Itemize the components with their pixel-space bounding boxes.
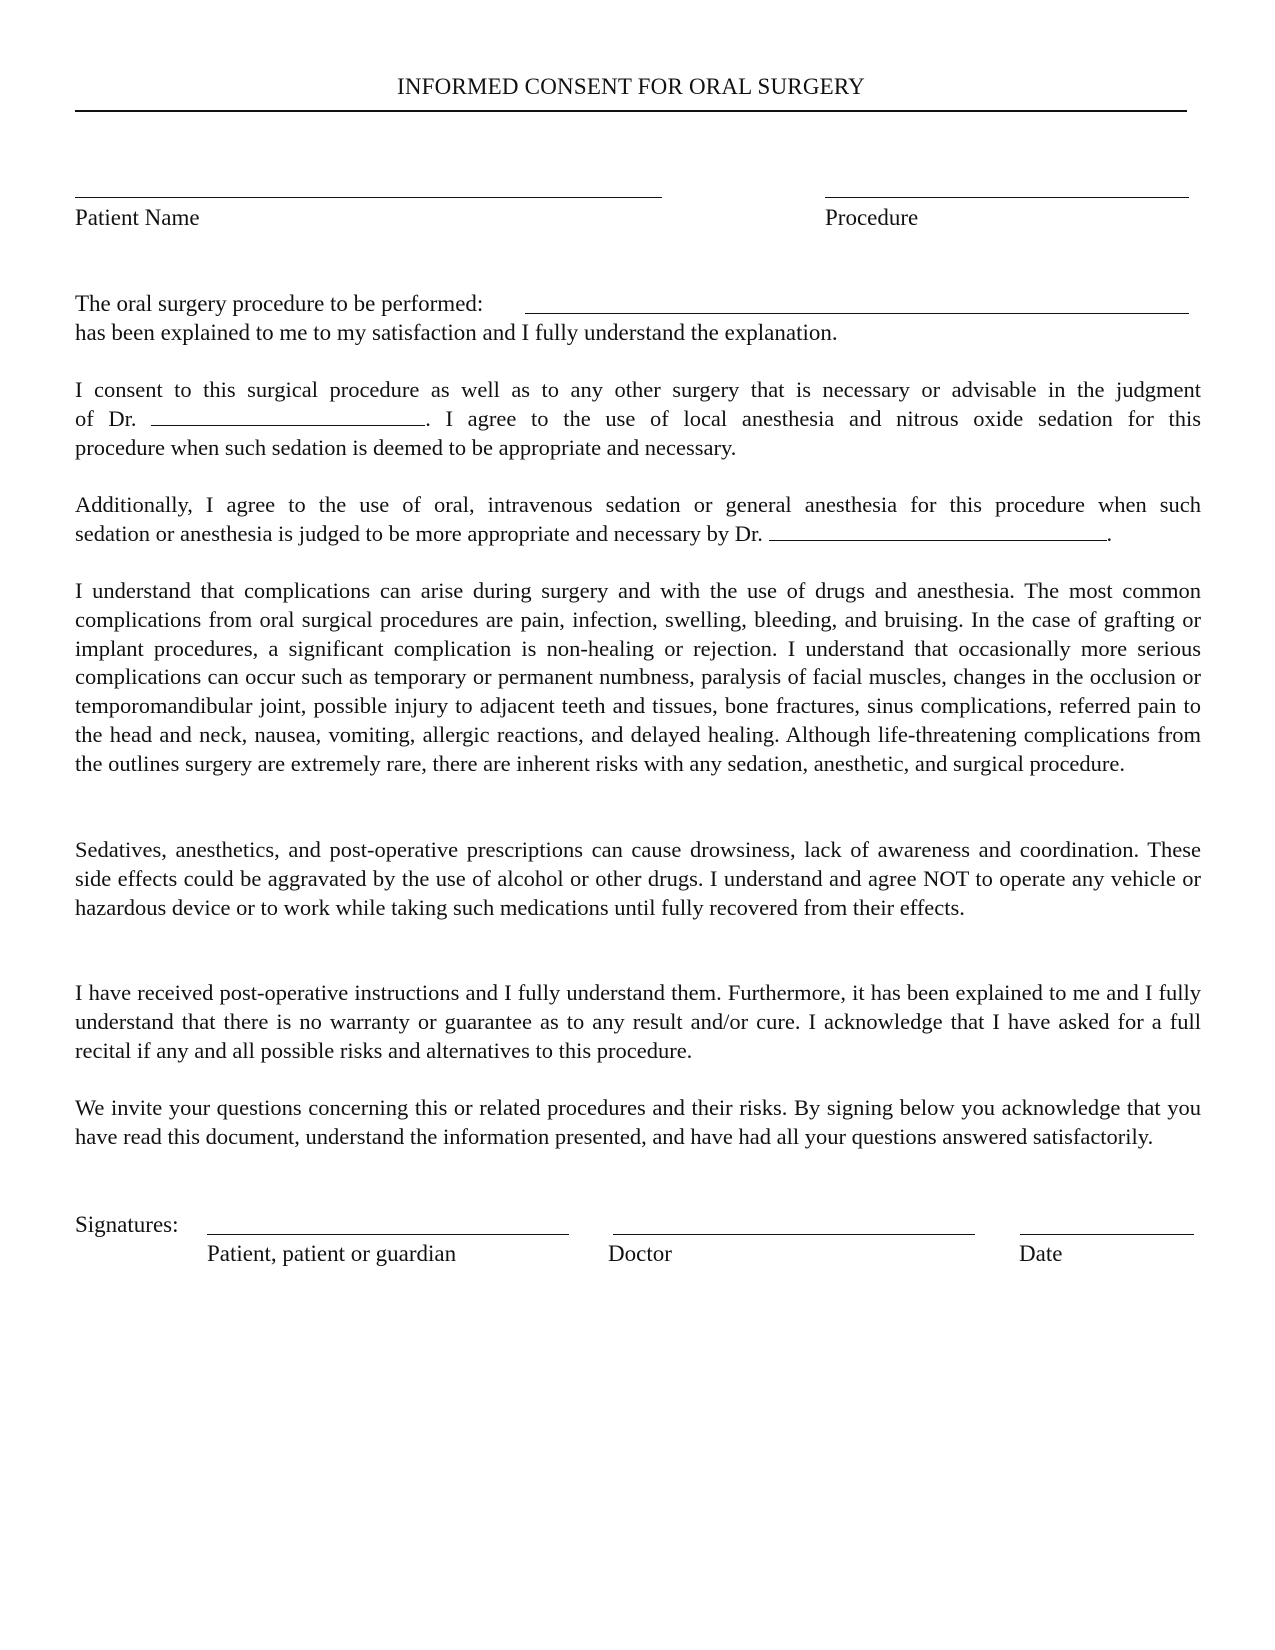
doctor-signature-label: Doctor: [608, 1241, 672, 1266]
consent-dr-prefix: of Dr.: [75, 405, 137, 431]
sedation-line-2-end: .: [1106, 520, 1113, 546]
signatures-label: Signatures:: [75, 1212, 179, 1237]
consent-line-3: procedure when such sedation is deemed to be appropriate and necessary.: [75, 434, 737, 460]
consent-line-2: [75, 405, 1201, 434]
date-field[interactable]: [1020, 1234, 1194, 1235]
procedure-performed-text: The oral surgery procedure to be performed:: [75, 291, 484, 316]
consent-doctor-name-field[interactable]: [151, 407, 425, 426]
sedation-line-1: Additionally, I agree to the use of oral, intravenous sedation or general anesthesia for this procedure when such: [75, 492, 1201, 517]
consent-line-2-rest: . I agree to the use of local anesthesia and nitrous oxide sedation for this: [425, 405, 1202, 431]
doctor-signature-field[interactable]: [613, 1234, 975, 1235]
complications-paragraph: I understand that complications can arise during surgery and with the use of drugs and anesthesia. The most common complications from oral surgical procedures are pain, infection, swelling, bleeding, and bruising. In the case of grafting or implant procedures, a significant complication is non-healing or rejection. I understand that occasionally more serious complications can occur such as temporary or permanent numbness, paralysis of facial muscles, changes in the occlusion or temporomandibular joint, possible injury to adjacent teeth and tissues, bone fractures, sinus complications, referred pain to the head and neck, nausea, vomiting, allergic reactions, and delayed healing. Although life-threatening complications from the outlines surgery are extremely rare, there are inherent risks with any sedation, anesthetic, and surgical procedure.: [75, 578, 1201, 776]
date-label: Date: [1019, 1241, 1063, 1266]
patient-signature-field[interactable]: [207, 1234, 569, 1235]
consent-line-1: I consent to this surgical procedure as well as to any other surgery that is necessary or advisable in the judgment: [75, 377, 1201, 402]
procedure-explained-text: has been explained to me to my satisfaction and I fully understand the explanation.: [75, 320, 838, 345]
side-effects-paragraph: Sedatives, anesthetics, and post-operative prescriptions can cause drowsiness, lack of awareness and coordination. These side effects could be aggravated by the use of alcohol or other drugs. I understand and agree NOT to operate any vehicle or hazardous device or to work while taking such medications until fully recovered from their effects.: [75, 837, 1201, 920]
sedation-line-2: [75, 520, 1201, 549]
patient-name-field[interactable]: [75, 197, 662, 198]
procedure-field[interactable]: [825, 197, 1189, 198]
procedure-label: Procedure: [825, 205, 919, 230]
procedure-performed-field[interactable]: [525, 313, 1189, 314]
consent-paragraph: [75, 376, 1201, 462]
acknowledgment-paragraph: I have received post-operative instructions and I fully understand them. Furthermore, it has been explained to me and I fully understand that there is no warranty or guarantee as to any result and/or cure. I acknowledge that I have asked for a full recital if any and all possible risks and alternatives to this procedure.: [75, 980, 1201, 1063]
title-underline: [75, 110, 1187, 112]
patient-name-label: Patient Name: [75, 205, 200, 230]
sedation-doctor-name-field[interactable]: [769, 522, 1107, 541]
patient-signature-label: Patient, patient or guardian: [207, 1241, 457, 1266]
sedation-paragraph: [75, 491, 1201, 549]
document-title: INFORMED CONSENT FOR ORAL SURGERY: [397, 74, 865, 99]
questions-paragraph: We invite your questions concerning this or related procedures and their risks. By signing below you acknowledge that you have read this document, understand the information presented, and have had all your questions answered satisfactorily.: [75, 1095, 1201, 1149]
sedation-dr-prefix: sedation or anesthesia is judged to be more appropriate and necessary by Dr.: [75, 520, 763, 546]
